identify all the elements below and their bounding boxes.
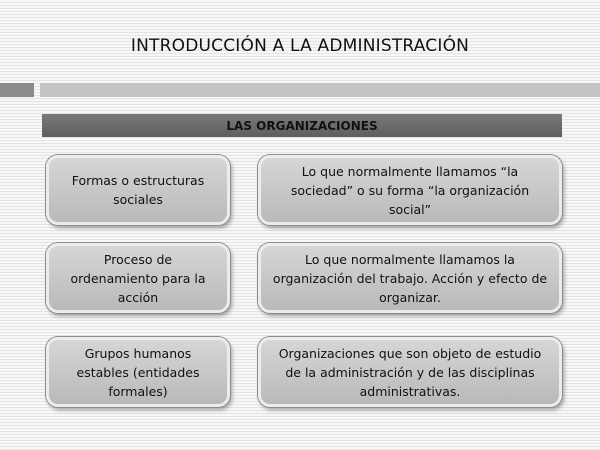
decorative-bar-left bbox=[0, 83, 34, 97]
definition-text: Organizaciones que son objeto de estudio de la administración y de las disciplinas administrativas. bbox=[278, 345, 542, 399]
section-header bbox=[42, 114, 562, 137]
concept-text: Grupos humanos estables (entidades formales) bbox=[76, 345, 200, 399]
definition-card-right-1 bbox=[258, 155, 562, 225]
concept-card-left-2 bbox=[46, 243, 230, 313]
slide-title: INTRODUCCIÓN A LA ADMINISTRACIÓN bbox=[130, 36, 470, 56]
section-header-label: LAS ORGANIZACIONES bbox=[226, 118, 378, 133]
concept-text: Proceso de ordenamiento para la acción bbox=[70, 251, 206, 305]
definition-card-right-2 bbox=[258, 243, 562, 313]
concept-card-left-1 bbox=[46, 155, 230, 225]
definition-card-right-3 bbox=[258, 337, 562, 407]
definition-text: Lo que normalmente llamamos la organización del trabajo. Acción y efecto de organizar. bbox=[272, 251, 548, 305]
concept-card-left-3 bbox=[46, 337, 230, 407]
concept-text: Formas o estructuras sociales bbox=[71, 173, 205, 207]
decorative-bar-right bbox=[40, 83, 600, 97]
definition-text: Lo que normalmente llamamos “la sociedad” o su forma “la organización social” bbox=[290, 163, 530, 217]
